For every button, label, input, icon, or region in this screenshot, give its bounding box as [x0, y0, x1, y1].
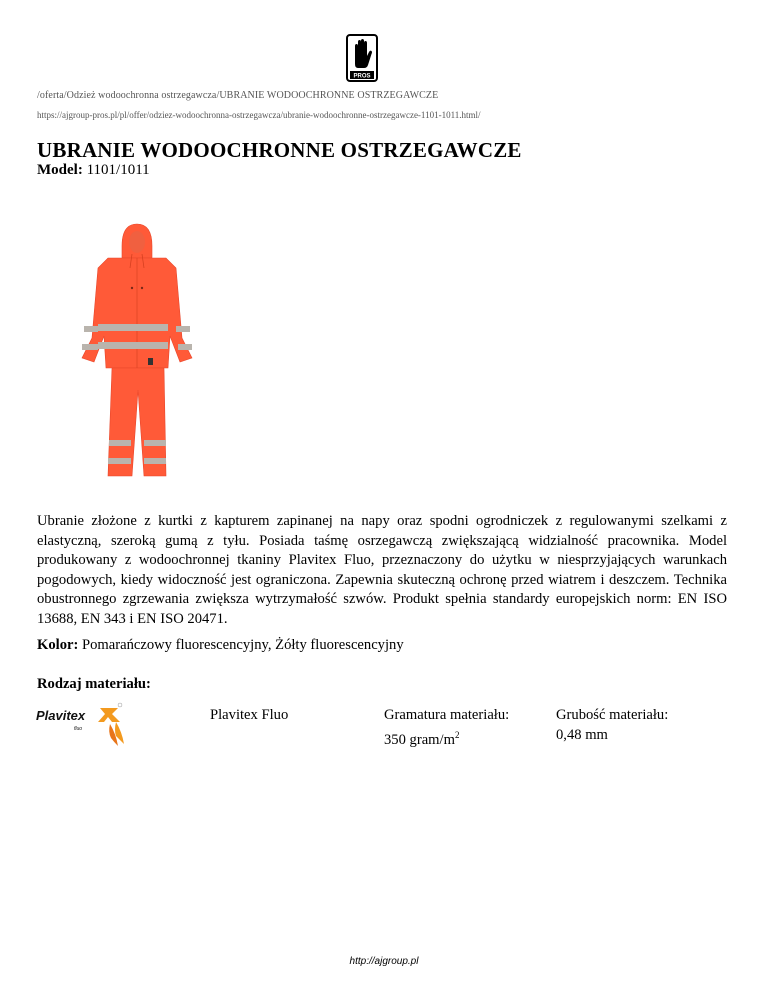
model-line: [37, 162, 150, 179]
footer-link[interactable]: http://ajgroup.pl: [349, 956, 419, 967]
model-value: 1101/1011: [86, 162, 150, 178]
product-image: [78, 218, 196, 486]
breadcrumb: /oferta/Odzież wodoochronna ostrzegawcza/UBRANIE WODOOCHRONNE OSTRZEGAWCZE: [37, 90, 439, 101]
material-name: Plavitex Fluo: [210, 707, 289, 723]
product-description: Ubranie złożone z kurtki z kapturem zapinanej na napy oraz spodni ogrodniczek z regulowanymi szelkami z elastyczną, szeroką gumą z tyłu. Posiada taśmę osrzegawczą zwiększającą widzialność pracownika. Model produkowany z wodoochronnej tkaniny Plavitex Fluo, przeznaczony do użytku w niesprzyjających warunkach pogodowych, kiedy widoczność jest ograniczona. Zapewnia skuteczną ochronę przed wiatrem i deszczem. Technika obustronnego zgrzewania zwiększa wytrzymałość szwów. Produkt spełnia standardy europejskich norm: EN ISO 13688, EN 343 i EN ISO 20471.: [37, 513, 727, 627]
model-label: Model:: [37, 162, 83, 178]
plavitex-logo: [34, 700, 144, 750]
source-url: https://ajgroup-pros.pl/pl/offer/odziez-wodoochronna-ostrzegawcza/ubranie-wodoochronne-ostrzegawcze-1101-1011.html/: [37, 110, 481, 120]
weight-label: Gramatura materiału:: [384, 707, 510, 723]
thickness-value: 0,48 mm: [556, 726, 608, 743]
pros-logo: [346, 34, 378, 82]
material-weight: [384, 706, 509, 750]
weight-value: 350 gram/m: [384, 731, 455, 748]
logo-text: PROS: [353, 73, 371, 80]
color-line: [37, 637, 404, 654]
color-label: Kolor:: [37, 637, 79, 653]
weight-superscript: 2: [454, 729, 460, 740]
plavitex-logo-subtext: fluo: [74, 726, 83, 732]
material-thickness: [556, 706, 668, 745]
thickness-label: Grubość materiału:: [556, 707, 669, 723]
page-title: UBRANIE WODOOCHRONNE OSTRZEGAWCZE: [37, 138, 522, 162]
material-section-label: Rodzaj materiału:: [37, 676, 151, 692]
color-value: Pomarańczowy fluorescencyjny, Żółty fluorescencyjny: [82, 637, 404, 653]
weight-value-line: [384, 726, 509, 751]
plavitex-logo-text: Plavitex: [36, 708, 86, 723]
